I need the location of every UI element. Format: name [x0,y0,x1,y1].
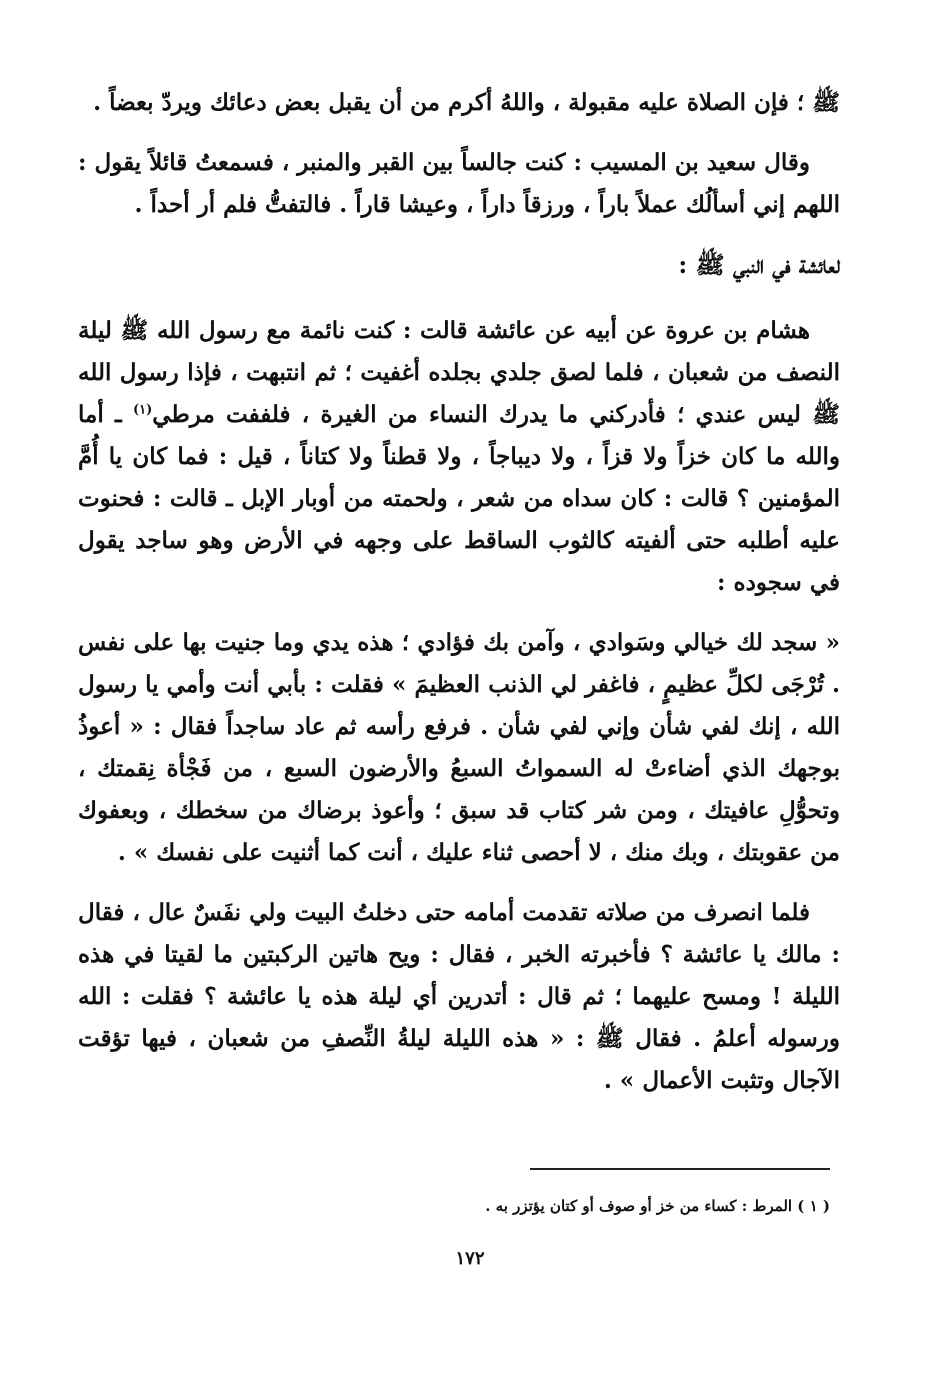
paragraph-3-part-a: هشام بن عروة عن أبيه عن عائشة قالت : كنت نائمة مع رسول الله ﷺ ليلة النصف من شعبان ، فلما لصق جلدي بجلده أغفيت ؛ ثم انتبهت ، فإذا رسول الله ﷺ ليس عندي ؛ فأدركني ما يدرك النساء من الغيرة ، فلففت مرطي [78,317,840,428]
paragraph-3-part-b: ـ أما والله ما كان خزاً ولا قزاً ، ولا ديباجاً ، ولا قطناً ولا كتاناً ، قيل : فما كان يا أُمَّ المؤمنين ؟ قالت : كان سداه من شعر ، ولحمته من أوبار الإبل ـ قالت : فحنوت عليه أطلبه حتى ألفيته كالثوب الساقط على وجهه في الأرض وهو ساجد يقول في سجوده : [78,401,840,596]
footnote-marker[interactable]: (١) [133,402,153,418]
page-number: ١٧٢ [455,1248,485,1269]
paragraph-1: ﷺ ؛ فإن الصلاة عليه مقبولة ، واللهُ أكرم من أن يقبل بعض دعائك ويردّ بعضاً . [93,89,840,116]
main-text [78,82,840,1120]
paragraph-2: وقال سعيد بن المسيب : كنت جالساً بين القبر والمنبر ، فسمعتُ قائلاً يقول : اللهم إني أسألُك عملاً باراً ، ورزقاً داراً ، وعيشا قاراً . فالتفتُّ فلم أر أحداً . [78,149,840,218]
paragraph-5: فلما انصرف من صلاته تقدمت أمامه حتى دخلتُ البيت ولي نفَسٌ عال ، فقال : مالك يا عائشة ؟ فأخبرته الخبر ، فقال : ويح هاتين الركبتين ما لقيتا في هذه الليلة ! ومسح عليهما ؛ ثم قال : أتدرين أي ليلة هذه يا عائشة ؟ فقلت : الله ورسوله أعلمُ . فقال ﷺ : « هذه الليلة ليلةُ النِّصفِ من شعبان ، فيها تؤقت الآجال وتثبت الأعمال » . [78,899,840,1094]
paragraph-4: « سجد لك خيالي وسَوادي ، وآمن بك فؤادي ؛ هذه يدي وما جنيت بها على نفس . تُرْجَى لكلِّ عظيمٍ ، فاغفر لي الذنب العظيمَ » فقلت : بأبي أنت وأمي يا رسول الله ، إنك لفي شأن وإني لفي شأن . فرفع رأسه ثم عاد ساجداً فقال : « أعوذُ بوجهك الذي أضاءتْ له السمواتُ السبعُ والأرضون السبع ، من فَجْأة نِقمتك ، وتحوُّلِ عافيتك ، ومن شر كتاب قد سبق ؛ وأعوذ برضاك من سخطك ، وبعفوك من عقوبتك ، وبك منك ، لا أحصى ثناء عليك ، أنت كما أثنيت على نفسك » . [78,629,840,866]
section-heading: لعائشة في النبي ﷺ : [678,250,840,279]
paragraph-3 [78,310,840,604]
footnote: ( ١ ) المرط : كساء من خز أو صوف أو كتان يؤتزر به . [485,1197,830,1215]
footnote-divider [530,1168,830,1170]
